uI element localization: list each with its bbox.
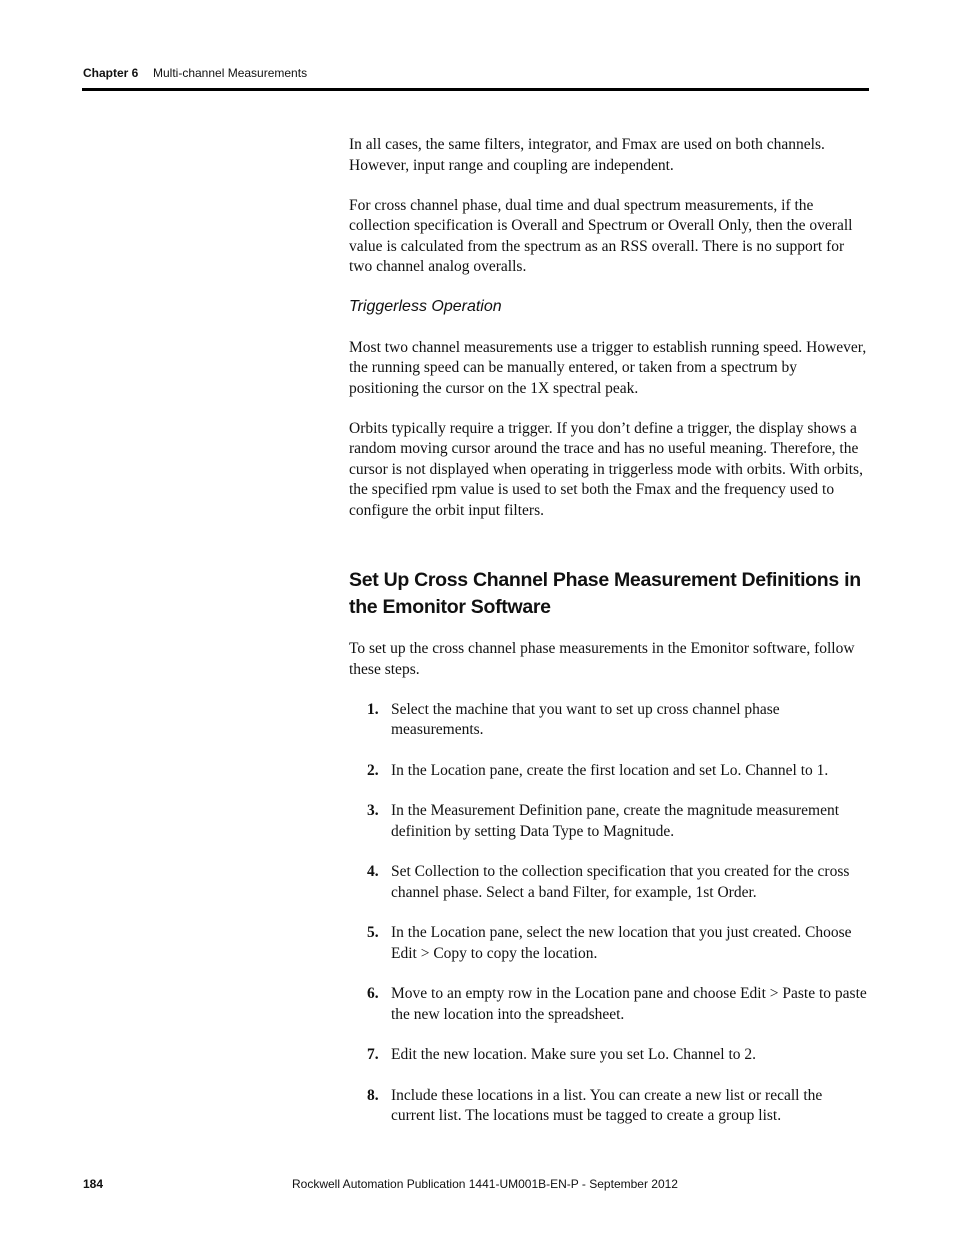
list-item: [349, 761, 869, 782]
list-item: [349, 923, 869, 964]
step-number: 3.: [367, 802, 379, 819]
list-item: [349, 862, 869, 903]
section-heading: Set Up Cross Channel Phase Measurement Definitions in the Emonitor Software: [349, 569, 861, 618]
intro-paragraph-2: For cross channel phase, dual time and dual spectrum measurements, if the collection specification is Overall and Spectrum or Overall Only, then the overall value is calculated from the spectrum as an RSS overall. There is no support for two channel analog overalls.: [349, 196, 853, 275]
step-number: 7.: [367, 1046, 379, 1063]
step-text: Edit the new location. Make sure you set Lo. Channel to 2.: [391, 1046, 757, 1063]
step-text: Select the machine that you want to set up cross channel phase measurements.: [391, 700, 780, 738]
step-text: Include these locations in a list. You can create a new list or recall the current list. The locations must be tagged to create a group list.: [391, 1086, 823, 1124]
triggerless-paragraph-1: Most two channel measurements use a trigger to establish running speed. However, the running speed can be manually entered, or taken from a spectrum by positioning the cursor on the 1X spectral peak.: [349, 338, 867, 397]
step-text: In the Location pane, create the first location and set Lo. Channel to 1.: [391, 761, 829, 779]
steps-list: [349, 700, 869, 1127]
step-number: 1.: [367, 700, 379, 718]
list-item: [349, 984, 869, 1025]
page-body: [349, 135, 869, 1147]
header-rule: [82, 88, 869, 91]
chapter-label: Chapter 6: [83, 66, 139, 80]
page-number: 184: [83, 1177, 104, 1191]
step-number: 8.: [367, 1086, 379, 1104]
step-text: Set Collection to the collection specification that you created for the cross channel phase. Select a band Filter, for example, 1st Order.: [391, 863, 850, 901]
running-header: [83, 66, 308, 80]
triggerless-paragraph-2: Orbits typically require a trigger. If you don’t define a trigger, the display shows a random moving cursor around the trace and has no useful meaning. Therefore, the cursor is not displayed when operating in triggerless mode with orbits. With orbits, the specified rpm value is used to set both the Fmax and the frequency used to configure the orbit input filters.: [349, 419, 863, 519]
intro-paragraph-1: In all cases, the same filters, integrator, and Fmax are used on both channels. However, input range and coupling are independent.: [349, 136, 825, 174]
list-item: [349, 1086, 869, 1127]
list-item: [349, 1045, 869, 1066]
step-number: 5.: [367, 924, 379, 941]
step-number: 4.: [367, 863, 379, 880]
step-text: Move to an empty row in the Location pane and choose Edit > Paste to paste the new location into the spreadsheet.: [391, 985, 867, 1023]
step-number: 6.: [367, 985, 379, 1002]
step-text: In the Location pane, select the new location that you just created. Choose Edit > Copy to copy the location.: [391, 924, 852, 962]
section-label: Multi-channel Measurements: [153, 66, 308, 80]
setup-intro: To set up the cross channel phase measurements in the Emonitor software, follow these steps.: [349, 640, 855, 678]
publication-info: Rockwell Automation Publication 1441-UM001B-EN-P - September 2012: [292, 1177, 678, 1191]
step-number: 2.: [367, 761, 379, 779]
triggerless-heading: Triggerless Operation: [349, 298, 502, 315]
list-item: [349, 700, 869, 741]
step-text: In the Measurement Definition pane, create the magnitude measurement definition by setting Data Type to Magnitude.: [391, 802, 840, 840]
list-item: [349, 801, 869, 842]
